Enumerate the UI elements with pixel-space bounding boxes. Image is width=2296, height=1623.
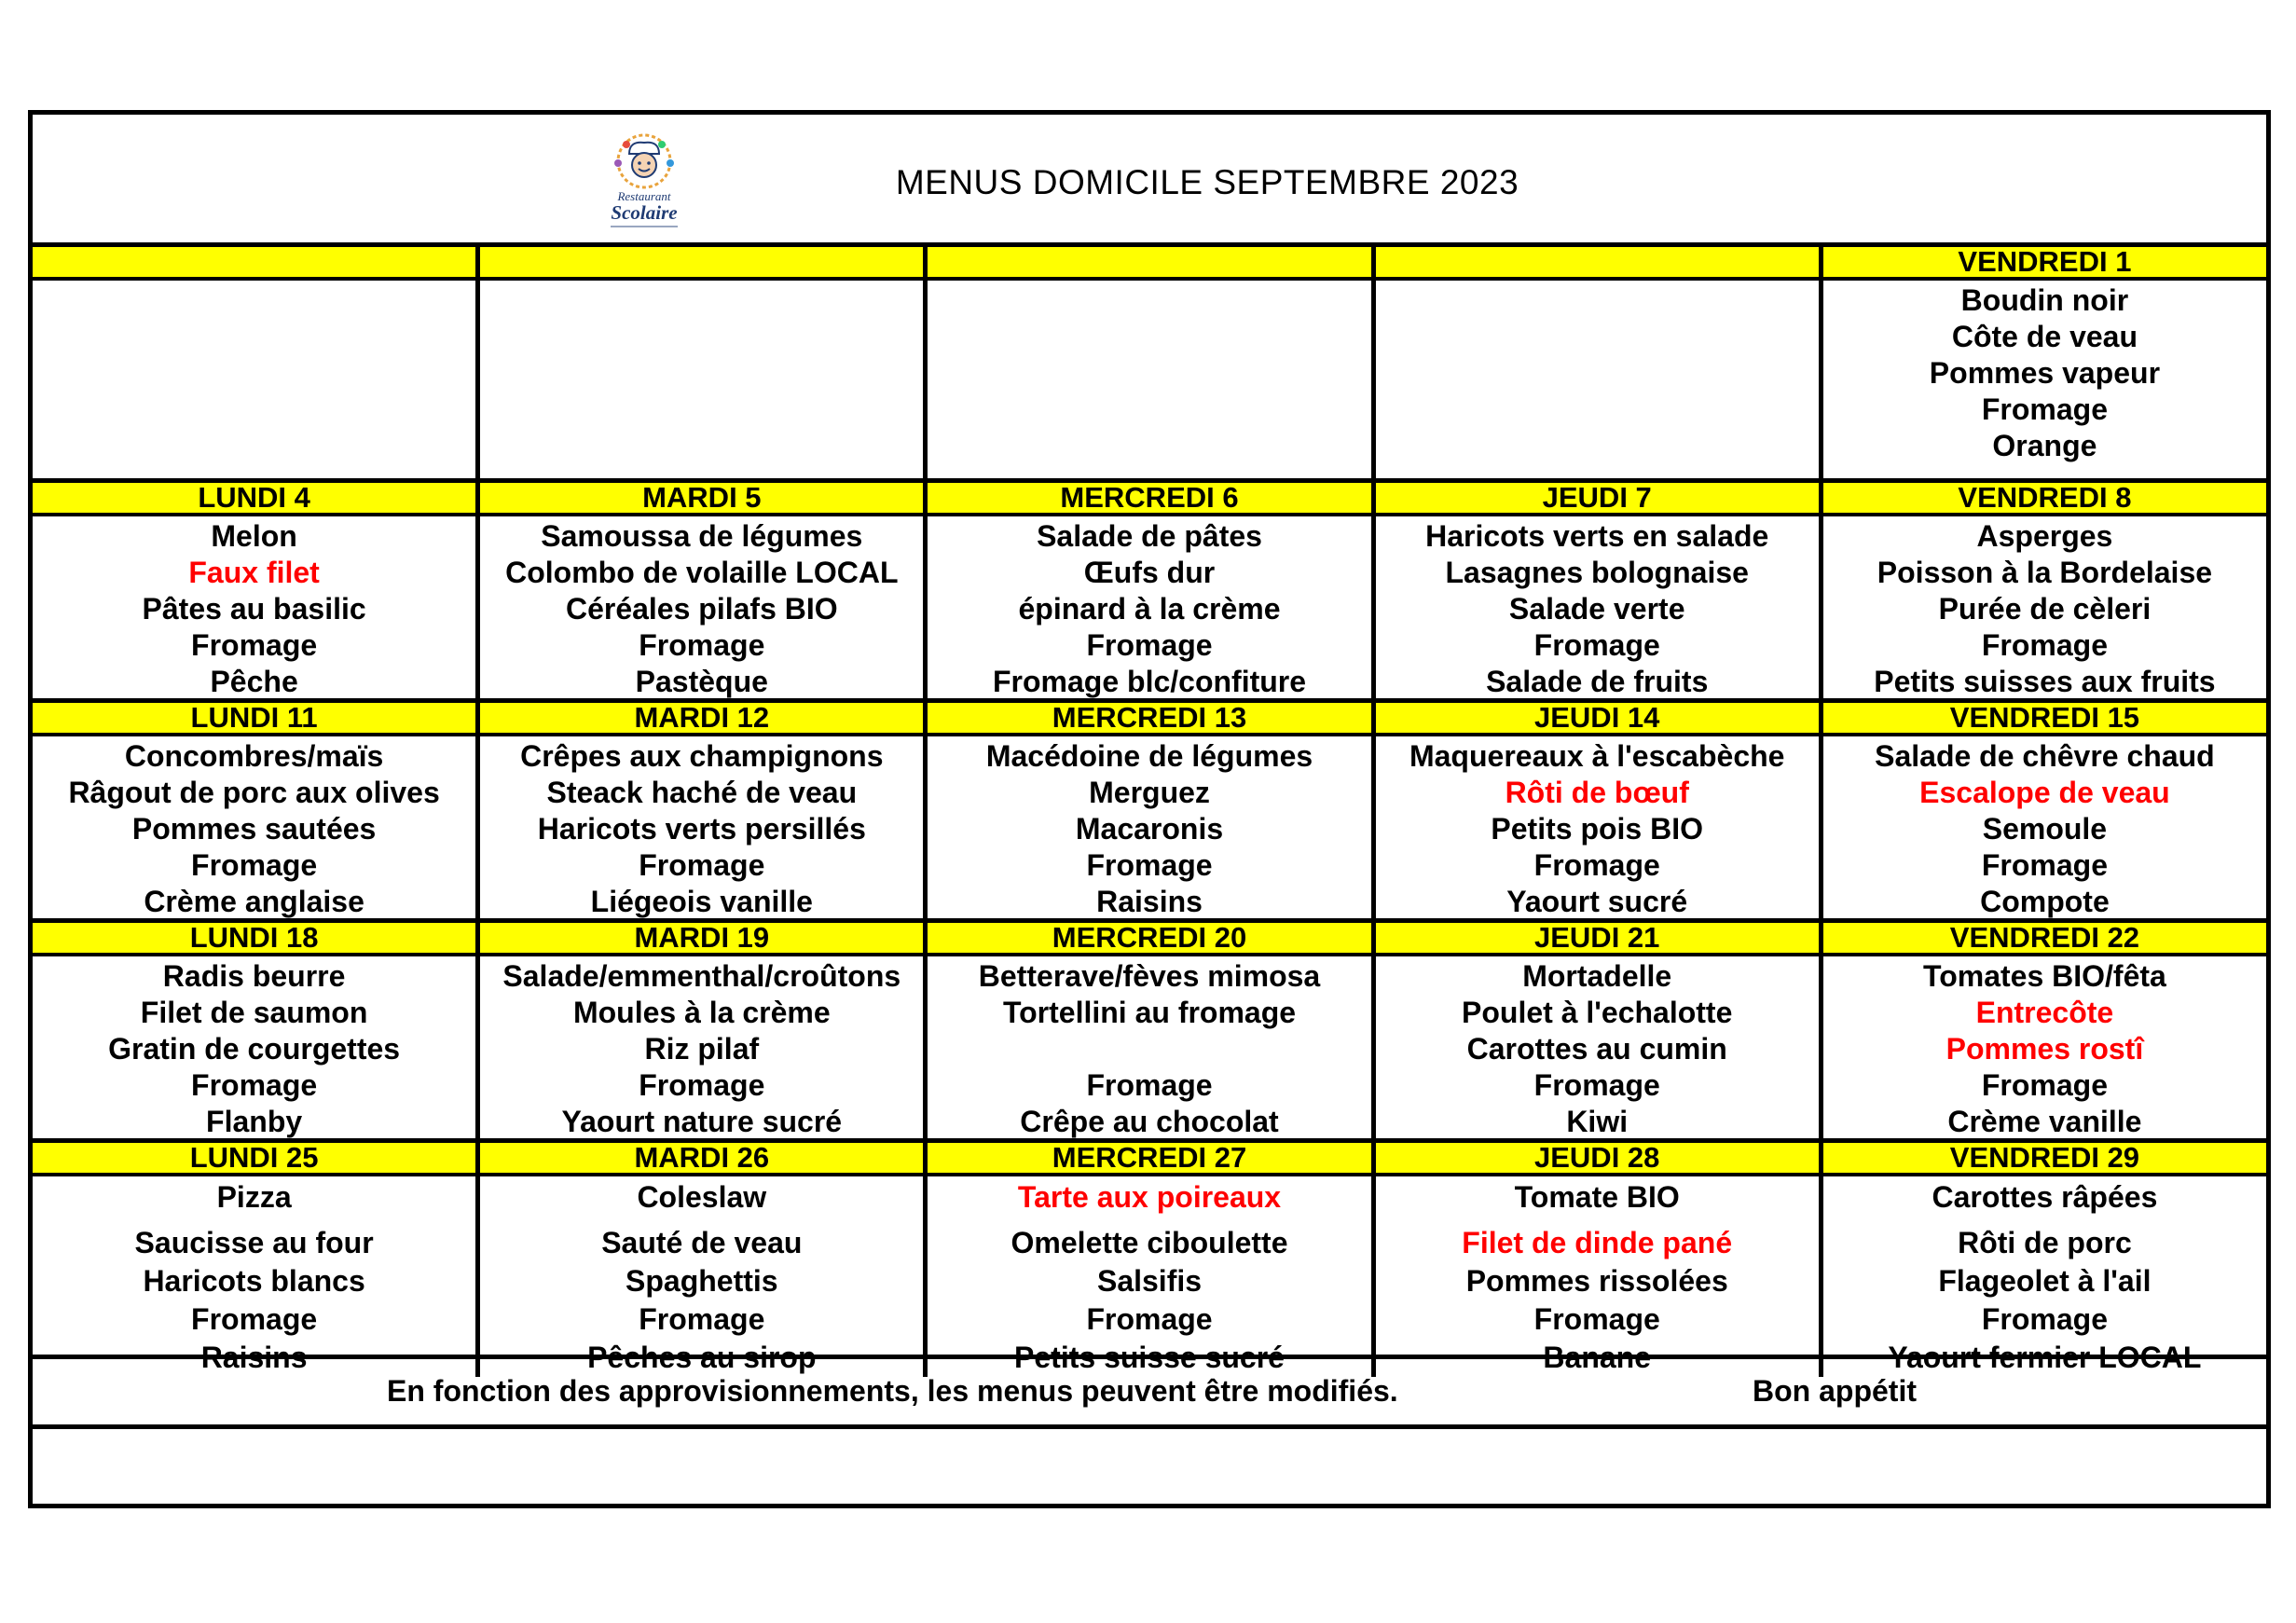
header bbox=[33, 115, 2266, 247]
day-label: JEUDI 7 bbox=[1371, 483, 1819, 513]
dish-item: Fromage bbox=[639, 1302, 765, 1336]
day-label: MARDI 19 bbox=[475, 923, 923, 953]
week-block bbox=[33, 1138, 2266, 1374]
dish-item: Rôti de porc bbox=[1958, 1226, 2132, 1259]
day-menu bbox=[1371, 281, 1819, 478]
day-menu bbox=[475, 281, 923, 478]
dish-item: Œufs dur bbox=[1083, 556, 1216, 589]
day-label bbox=[923, 247, 1370, 277]
dish-item: Fromage bbox=[1533, 628, 1660, 662]
day-label: LUNDI 18 bbox=[189, 921, 319, 954]
dish-item: Coleslaw bbox=[637, 1180, 767, 1214]
dish-item: Concombres/maïs bbox=[124, 739, 384, 773]
dish-item: Filet de dinde pané bbox=[1462, 1226, 1733, 1259]
day-menu bbox=[1819, 1176, 2266, 1377]
day-menu bbox=[33, 956, 475, 1140]
dish-item: Boudin noir bbox=[1960, 283, 2129, 317]
dish-item: Entrecôte bbox=[1975, 996, 2114, 1029]
dish-item: Fromage bbox=[1981, 1302, 2108, 1336]
day-menu bbox=[475, 956, 923, 1140]
dish-item: Kiwi bbox=[1566, 1105, 1629, 1138]
dish-item: Riz pilaf bbox=[644, 1032, 760, 1066]
svg-text:Restaurant: Restaurant bbox=[617, 189, 671, 203]
dish-item: Fromage bbox=[639, 848, 765, 882]
dish-item: Yaourt fermier LOCAL bbox=[1888, 1341, 2202, 1374]
week-block bbox=[33, 698, 2266, 918]
day-label: VENDREDI 15 bbox=[1819, 703, 2266, 733]
dish-item: Sauté de veau bbox=[601, 1226, 803, 1259]
dish-item: Flanby bbox=[206, 1105, 303, 1138]
dish-item: Fromage bbox=[1981, 1068, 2108, 1102]
dish-item: Lasagnes bolognaise bbox=[1445, 556, 1749, 589]
dish-item: Pommes vapeur bbox=[1929, 356, 2161, 390]
day-header-row bbox=[33, 1143, 2266, 1176]
day-menu bbox=[475, 1176, 923, 1377]
dish-item: Salade de pâtes bbox=[1037, 519, 1262, 553]
day-menu bbox=[1371, 736, 1819, 920]
svg-text:Scolaire: Scolaire bbox=[611, 201, 678, 224]
dish-item: Râgout de porc aux olives bbox=[68, 776, 440, 809]
dish-item: Salsifis bbox=[1096, 1264, 1203, 1298]
day-label: LUNDI 4 bbox=[198, 481, 310, 514]
day-menu bbox=[33, 736, 475, 920]
dish-item: Orange bbox=[1992, 429, 2097, 462]
footer bbox=[33, 1355, 2266, 1429]
dish-item: Colombo de volaille LOCAL bbox=[505, 556, 899, 589]
dish-item: Samoussa de légumes bbox=[541, 519, 863, 553]
dish-item: Omelette ciboulette bbox=[1011, 1226, 1288, 1259]
day-label: VENDREDI 8 bbox=[1819, 483, 2266, 513]
dish-item: Poulet à l'echalotte bbox=[1462, 996, 1733, 1029]
dish-item: Fromage bbox=[1086, 1302, 1213, 1336]
dish-item: Petits suisse sucré bbox=[1014, 1341, 1285, 1374]
dish-item: Fromage bbox=[1086, 628, 1213, 662]
day-menu bbox=[1819, 956, 2266, 1140]
footer-greeting: Bon appétit bbox=[1753, 1374, 1917, 1408]
dish-item: Fromage bbox=[191, 848, 318, 882]
dish-item: Fromage bbox=[1086, 848, 1213, 882]
dish-item: Petits suisses aux fruits bbox=[1874, 665, 2216, 698]
dish-item: Steack haché de veau bbox=[546, 776, 858, 809]
day-menu bbox=[923, 1176, 1370, 1377]
dish-item: Spaghettis bbox=[626, 1264, 778, 1298]
dish-item: Fromage bbox=[1533, 1302, 1660, 1336]
dish-item: Escalope de veau bbox=[1919, 776, 2170, 809]
day-label: MERCREDI 13 bbox=[923, 703, 1370, 733]
restaurant-scolaire-logo bbox=[592, 130, 696, 232]
dish-item: Haricots verts en salade bbox=[1425, 519, 1769, 553]
dish-item: Radis beurre bbox=[162, 959, 346, 993]
day-header-row bbox=[33, 923, 2266, 956]
dish-item: Betterave/fèves mimosa bbox=[978, 959, 1321, 993]
week-block bbox=[33, 918, 2266, 1138]
dish-item: Fromage bbox=[639, 1068, 765, 1102]
dish-item: Tomate BIO bbox=[1514, 1180, 1680, 1214]
dish-item: Salade de fruits bbox=[1486, 665, 1709, 698]
dish-item: Fromage bbox=[1533, 848, 1660, 882]
dish-item: Pâtes au basilic bbox=[142, 592, 366, 626]
day-menu bbox=[1371, 516, 1819, 700]
dish-item: Maquereaux à l'escabèche bbox=[1409, 739, 1785, 773]
day-menu bbox=[1819, 281, 2266, 478]
day-label: MERCREDI 20 bbox=[923, 923, 1370, 953]
dish-item: Fromage bbox=[1981, 392, 2108, 426]
dish-item: Carottes râpées bbox=[1932, 1180, 2158, 1214]
dish-item: Asperges bbox=[1976, 519, 2113, 553]
dish-item: Fromage bbox=[191, 1068, 318, 1102]
day-label: MARDI 12 bbox=[475, 703, 923, 733]
day-menu bbox=[33, 516, 475, 700]
day-menu bbox=[33, 281, 475, 478]
day-menu bbox=[475, 736, 923, 920]
day-menu bbox=[1371, 1176, 1819, 1377]
day-menu bbox=[923, 516, 1370, 700]
dish-item: Faux filet bbox=[188, 556, 320, 589]
day-label: MERCREDI 6 bbox=[923, 483, 1370, 513]
dish-item: Poisson à la Bordelaise bbox=[1877, 556, 2213, 589]
day-header-row bbox=[33, 483, 2266, 516]
day-label: VENDREDI 1 bbox=[1819, 247, 2266, 277]
dish-item: Flageolet à l'ail bbox=[1938, 1264, 2152, 1298]
dish-item: Raisins bbox=[200, 1341, 308, 1374]
dish-item: Crêpes aux champignons bbox=[520, 739, 884, 773]
day-menu bbox=[923, 956, 1370, 1140]
dish-row bbox=[33, 1176, 2266, 1377]
day-menu bbox=[1819, 736, 2266, 920]
dish-item: Fromage bbox=[1533, 1068, 1660, 1102]
dish-item: Tarte aux poireaux bbox=[1017, 1180, 1282, 1214]
page-title: MENUS DOMICILE SEPTEMBRE 2023 bbox=[895, 163, 1519, 201]
footer-note: En fonction des approvisionnements, les menus peuvent être modifiés. bbox=[387, 1374, 1398, 1408]
dish-item: Salade/emmenthal/croûtons bbox=[502, 959, 901, 993]
dish-item: Carottes au cumin bbox=[1466, 1032, 1727, 1066]
dish-item: Fromage bbox=[191, 1302, 318, 1336]
day-label: MARDI 5 bbox=[475, 483, 923, 513]
dish-row bbox=[33, 956, 2266, 1140]
dish-item: Banane bbox=[1543, 1341, 1651, 1374]
dish-item: Pommes rissolées bbox=[1465, 1264, 1728, 1298]
dish-item: Côte de veau bbox=[1951, 320, 2138, 353]
day-header-row bbox=[33, 703, 2266, 736]
dish-item: Pêche bbox=[210, 665, 298, 698]
day-menu bbox=[923, 281, 1370, 478]
day-label: JEUDI 28 bbox=[1371, 1143, 1819, 1173]
menu-sheet bbox=[28, 110, 2271, 1508]
dish-item: Crème anglaise bbox=[144, 885, 364, 918]
dish-item: Liégeois vanille bbox=[590, 885, 813, 918]
dish-item: Fromage bbox=[639, 628, 765, 662]
dish-item: Semoule bbox=[1982, 812, 2108, 846]
weekly-menu-table bbox=[33, 245, 2266, 1374]
day-menu bbox=[923, 736, 1370, 920]
dish-item: Salade verte bbox=[1508, 592, 1685, 626]
dish-item: Pastèque bbox=[635, 665, 768, 698]
dish-item: Fromage blc/confiture bbox=[992, 665, 1307, 698]
dish-item: Melon bbox=[211, 519, 297, 553]
dish-item: Tomates BIO/fêta bbox=[1923, 959, 2166, 993]
dish-item: Macaronis bbox=[1075, 812, 1224, 846]
dish-item: Purée de cèleri bbox=[1938, 592, 2152, 626]
dish-item: Pizza bbox=[216, 1180, 292, 1214]
dish-item: Pêches au sirop bbox=[587, 1341, 817, 1374]
dish-item: Céréales pilafs BIO bbox=[565, 592, 838, 626]
dish-item: Crêpe au chocolat bbox=[1020, 1105, 1279, 1138]
dish-item: Petits pois BIO bbox=[1491, 812, 1703, 846]
day-label bbox=[475, 247, 923, 277]
dish-item: Rôti de bœuf bbox=[1505, 776, 1689, 809]
day-label: VENDREDI 29 bbox=[1819, 1143, 2266, 1173]
day-menu bbox=[33, 1176, 475, 1377]
dish-item: Crème vanille bbox=[1947, 1105, 2142, 1138]
dish-item: Mortadelle bbox=[1522, 959, 1672, 993]
day-label bbox=[1371, 247, 1819, 277]
dish-item: Haricots verts persillés bbox=[537, 812, 866, 846]
dish-item: Tortellini au fromage bbox=[1002, 996, 1297, 1029]
dish-item: Yaourt sucré bbox=[1506, 885, 1688, 918]
dish-item: Filet de saumon bbox=[140, 996, 368, 1029]
dish-item: Raisins bbox=[1096, 885, 1203, 918]
dish-item: Fromage bbox=[191, 628, 318, 662]
dish-item: Haricots blancs bbox=[143, 1264, 365, 1298]
week-block bbox=[33, 247, 2266, 478]
day-header-row bbox=[33, 247, 2266, 281]
day-label: JEUDI 21 bbox=[1371, 923, 1819, 953]
day-label: MARDI 26 bbox=[475, 1143, 923, 1173]
day-label: VENDREDI 22 bbox=[1819, 923, 2266, 953]
dish-item: Pommes sautées bbox=[131, 812, 377, 846]
dish-item: Merguez bbox=[1089, 776, 1210, 809]
day-menu bbox=[1819, 516, 2266, 700]
dish-row bbox=[33, 516, 2266, 700]
day-label: JEUDI 14 bbox=[1371, 703, 1819, 733]
dish-item: Saucisse au four bbox=[134, 1226, 374, 1259]
dish-item: Pommes rostî bbox=[1945, 1032, 2144, 1066]
day-label: MERCREDI 27 bbox=[923, 1143, 1370, 1173]
dish-item: Macédoine de légumes bbox=[985, 739, 1313, 773]
dish-item: Salade de chêvre chaud bbox=[1875, 739, 2215, 773]
dish-item: Gratin de courgettes bbox=[108, 1032, 401, 1066]
dish-item: Fromage bbox=[1981, 848, 2108, 882]
day-label: LUNDI 25 bbox=[189, 1141, 319, 1174]
dish-row bbox=[33, 736, 2266, 920]
dish-item: Fromage bbox=[1086, 1068, 1213, 1102]
day-menu bbox=[475, 516, 923, 700]
week-block bbox=[33, 478, 2266, 698]
dish-item: Yaourt nature sucré bbox=[561, 1105, 843, 1138]
day-label bbox=[33, 247, 475, 277]
day-menu bbox=[1371, 956, 1819, 1140]
dish-item bbox=[928, 1031, 1370, 1067]
dish-item: épinard à la crème bbox=[1018, 592, 1281, 626]
dish-item: Moules à la crème bbox=[572, 996, 831, 1029]
dish-item: Fromage bbox=[1981, 628, 2108, 662]
dish-row bbox=[33, 281, 2266, 478]
dish-item: Compote bbox=[1980, 885, 2110, 918]
day-label: LUNDI 11 bbox=[190, 701, 318, 734]
